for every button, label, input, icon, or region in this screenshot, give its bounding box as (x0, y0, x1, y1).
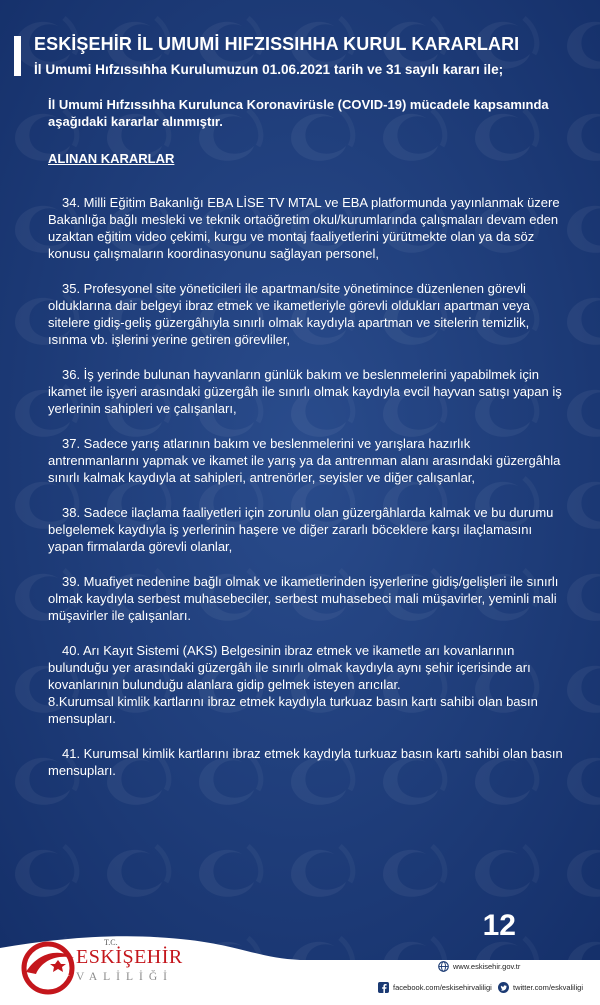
logo-emblem-icon (18, 938, 78, 996)
decision-36: 36. İş yerinde bulunan hayvanların günlük bakım ve beslenmelerini yapabilmek için ikamet ile işyeri arasındaki güzergâh ile sınırlı olmak kaydıyla evcil hayvan satışı yapan iş yerlerinin sahipleri ve çalışanları, (48, 367, 562, 416)
decision-34: 34. Milli Eğitim Bakanlığı EBA LİSE TV MTAL ve EBA platformunda yayınlanmak üzere Bakanlığa bağlı mesleki ve teknik ortaöğretim okul/kurumlarında çalışmaları devam eden uzaktan eğitim video çekimi, kurgu ve montaj faaliyetlerini yürütmekte olan ya da söz konusu çalışmaların koordinasyonunu sağlayan personel, (48, 195, 560, 261)
decision-37: 37. Sadece yarış atlarının bakım ve beslenmelerini ve yarışlara hazırlık antrenmanlarını yapmak ve ikamet ile yarış ya da antrenman alanı arasındaki güzergâhla sınırlı kalmak kaydıyla at sahipleri, antrenörler, seyisler ve diğer çalışanlar, (48, 436, 561, 485)
decisions-heading: ALINAN KARARLAR (48, 151, 175, 166)
intro-paragraph: İl Umumi Hıfzıssıhha Kurulunca Koronavirüsle (COVID-19) mücadele kapsamında aşağıdaki kararlar alınmıştır. (48, 97, 549, 129)
decision-8: 8.Kurumsal kimlik kartlarını ibraz etmek kaydıyla turkuaz basın kartı sahibi olan basın mensupları. (48, 694, 538, 726)
website-url: www.eskisehir.gov.tr (453, 962, 521, 971)
facebook-link[interactable] (378, 982, 492, 993)
twitter-icon (498, 982, 509, 993)
decision-39: 39. Muafiyet nedenine bağlı olmak ve ikametlerinden işyerlerine gidiş/gelişleri ile sınırlı olmak kaydıyla serbest muhasebeciler, serbest muhasebeci mali müşavirler, yeminli mali müşavirler ile çalışanları. (48, 574, 559, 623)
website-link[interactable] (438, 961, 520, 972)
logo-name: ESKİŞEHİR (76, 946, 183, 968)
page-subtitle: İl Umumi Hıfzıssıhha Kurulumuzun 01.06.2021 tarih ve 31 sayılı kararı ile; (34, 62, 504, 77)
globe-icon (438, 961, 449, 972)
facebook-icon (378, 982, 389, 993)
decision-41: 41. Kurumsal kimlik kartlarını ibraz etmek kaydıyla turkuaz basın kartı sahibi olan basın mensupları. (48, 746, 563, 778)
twitter-url: twitter.com/eskvaliligi (513, 983, 584, 992)
decision-38: 38. Sadece ilaçlama faaliyetleri için zorunlu olan güzergâhlarda kalmak ve bu durumu belgelemek kaydıyla iş yerlerinin haşere ve diğer zararlı böceklere karşı ilaçlamasını yapan firmalarda görevli olanlar, (48, 505, 554, 554)
eskisehir-valiligi-logo[interactable] (18, 938, 183, 998)
logo-tc: T.C. (104, 938, 118, 947)
logo-subtitle: VALİLİĞİ (76, 971, 173, 983)
decisions-list (48, 194, 564, 779)
document-body (48, 96, 564, 797)
page-number: 12 (482, 909, 516, 942)
decision-35: 35. Profesyonel site yöneticileri ile apartman/site yönetimince düzenlenen görevli olduklarına dair belgeyi ibraz etmek ve ikametleriyle görevli oldukları apartman veya sitelere gidiş-geliş güzergâhıyla sınırlı olmak kaydıyla apartman ve sitelerin temizlik, ısınma vb. işlerini yerine getiren görevliler, (48, 281, 530, 347)
facebook-url: facebook.com/eskisehirvaliligi (393, 983, 492, 992)
twitter-link[interactable] (498, 982, 583, 993)
decision-40-group (48, 642, 564, 727)
header-accent-bar (14, 36, 21, 76)
page-title: ESKİŞEHİR İL UMUMİ HIFZISSIHHA KURUL KARARLARI (34, 34, 520, 54)
decision-40: 40. Arı Kayıt Sistemi (AKS) Belgesinin ibraz etmek ve ikametle arı kovanlarının bulunduğu yer arasındaki güzergâh ile sınırlı olmak kaydıyla aynı şehir içerisinde arı kovanlarının bulunduğu alanlara gidip gelmek isteyen arıcılar. (48, 643, 531, 692)
